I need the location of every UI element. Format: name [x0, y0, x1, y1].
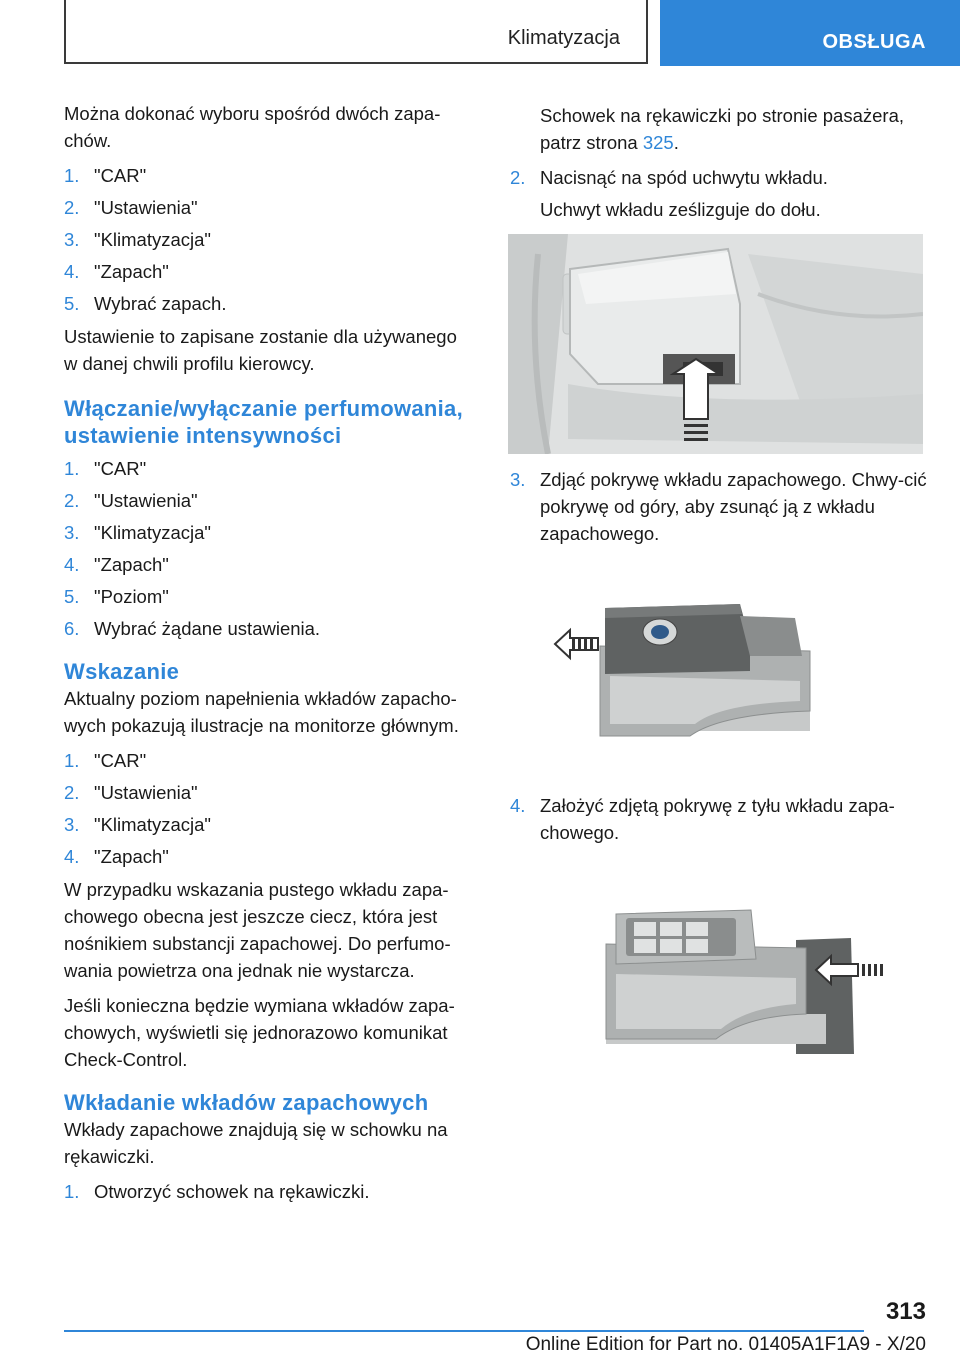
attach-cover-illustration — [596, 904, 926, 1074]
list-item: 1. "CAR" — [64, 165, 147, 186]
steps-list-intensity — [64, 455, 474, 642]
list-item: 3. "Klimatyzacja" — [64, 522, 211, 543]
heading-insert-cartridges: Wkładanie wkładów zapachowych — [64, 1090, 429, 1115]
chapter-tab-label: OBSŁUGA — [822, 31, 926, 53]
list-item: 4. "Zapach" — [64, 554, 169, 575]
list-item: 3. "Klimatyzacja" — [64, 229, 211, 250]
left-column — [64, 100, 474, 1211]
steps-list-attach — [510, 792, 930, 846]
list-item: 4. "Zapach" — [64, 846, 169, 867]
holder-note: Uchwyt wkładu ześlizguje do dołu. — [540, 199, 821, 220]
chapter-tab[interactable] — [660, 0, 960, 66]
right-column — [510, 102, 930, 231]
list-item: 5. Wybrać zapach. — [64, 293, 227, 314]
right-column-step4 — [510, 792, 930, 852]
list-item: 3. "Klimatyzacja" — [64, 814, 211, 835]
profile-note: Ustawienie to zapisane zostanie dla używanego w danej chwili profilu kierowcy. — [64, 326, 457, 374]
list-item: 5. "Poziom" — [64, 586, 169, 607]
page-header — [0, 0, 960, 66]
heading-display: Wskazanie — [64, 659, 180, 684]
edition-text: Online Edition for Part no. 01405A1F1A9 - X/20 — [525, 1334, 926, 1355]
glovebox-holder-illustration — [508, 234, 923, 454]
steps-list-cover — [510, 466, 930, 547]
list-item: 2. "Ustawienia" — [64, 197, 198, 218]
steps-list-continued — [510, 164, 930, 191]
replace-cartridge-text: Jeśli konieczna będzie wymiana wkładów zapa-chowych, wyświetli się jednorazowo komunikat Check-Control. — [64, 995, 455, 1070]
list-item: 2. "Ustawienia" — [64, 782, 198, 803]
glovebox-reference: Schowek na rękawiczki po stronie pasażera, patrz strona 325. — [540, 105, 905, 153]
page-link[interactable]: 325 — [642, 132, 674, 153]
list-item: 3. Zdjąć pokrywę wkładu zapachowego. Chwy-cić pokrywę od góry, aby zsunąć ją z wkładu zapachowego. — [510, 469, 927, 544]
section-title: Klimatyzacja — [507, 27, 620, 49]
list-item: 1. Otworzyć schowek na rękawiczki. — [64, 1181, 370, 1202]
section-header-box — [64, 0, 648, 64]
list-item: 1. "CAR" — [64, 750, 147, 771]
steps-list-insert — [64, 1178, 474, 1205]
display-text: Aktualny poziom napełnienia wkładów zapacho-wych pokazują ilustracje na monitorze głównym. — [64, 688, 459, 736]
list-item: 1. "CAR" — [64, 458, 147, 479]
steps-list-display — [64, 747, 474, 870]
list-item: 4. Założyć zdjętą pokrywę z tyłu wkładu zapa-chowego. — [510, 795, 895, 843]
intro-text: Można dokonać wyboru spośród dwóch zapa-chów. — [64, 103, 441, 151]
list-item: 2. "Ustawienia" — [64, 490, 198, 511]
page-number: 313 — [885, 1298, 926, 1325]
right-column-step3 — [510, 466, 930, 553]
empty-cartridge-text: W przypadku wskazania pustego wkładu zapa-chowego obecna jest jeszcze ciecz, która jest nośnikiem substancji zapachowej. Do perfumo-wania powietrza ona jednak nie wystarcza. — [64, 879, 451, 981]
list-item: 4. "Zapach" — [64, 261, 169, 282]
remove-cover-illustration — [510, 596, 830, 746]
list-item: 6. Wybrać żądane ustawienia. — [64, 618, 321, 639]
steps-list-scent — [64, 162, 474, 317]
insert-text: Wkłady zapachowe znajdują się w schowku na rękawiczki. — [64, 1119, 448, 1167]
heading-switch-perfume: Włączanie/wyłączanie perfumowania, ustawienie intensywności — [64, 396, 463, 448]
list-item: 2. Nacisnąć na spód uchwytu wkładu. — [510, 167, 828, 188]
footer-divider — [64, 1330, 864, 1332]
